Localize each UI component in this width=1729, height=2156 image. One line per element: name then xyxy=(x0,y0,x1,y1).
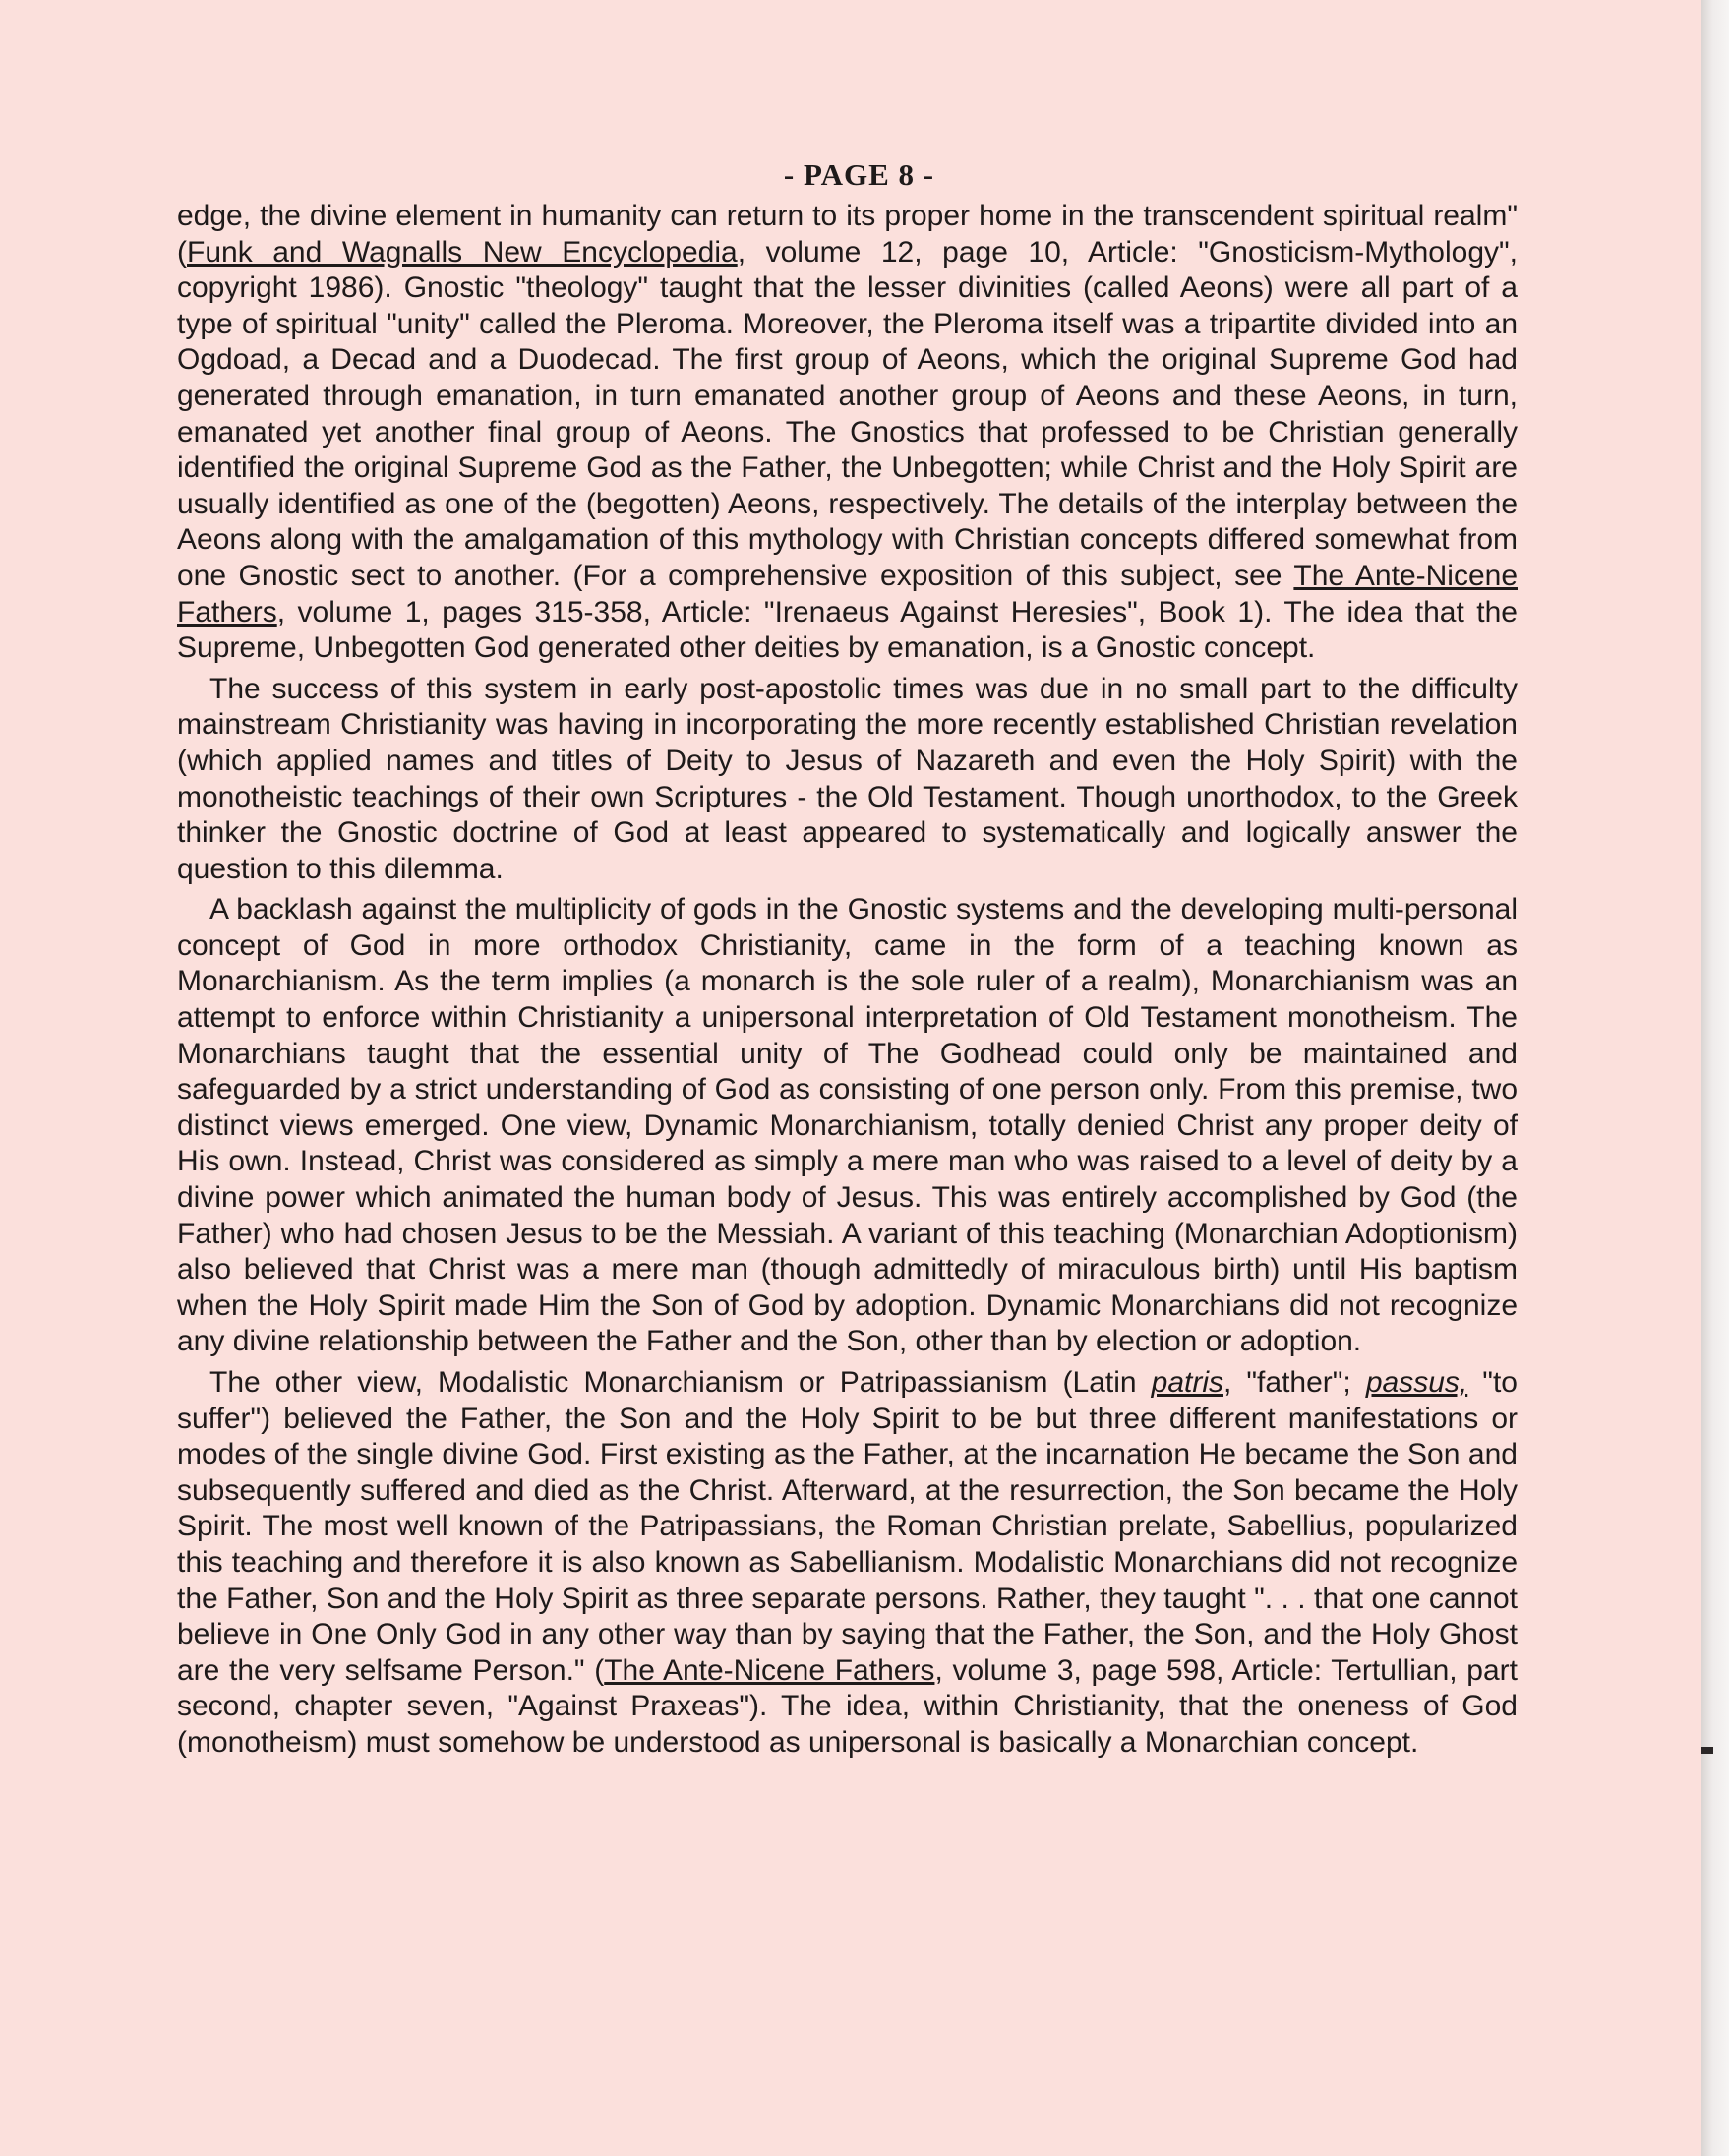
cited-title: Funk and Wagnalls New Encyclopedia xyxy=(187,235,738,269)
paragraph xyxy=(177,199,1518,667)
document-page xyxy=(177,155,1518,1762)
latin-term: patris xyxy=(1151,1366,1223,1399)
cited-title: The Ante-Nicene Fathers xyxy=(604,1653,935,1687)
text-run: The success of this system in early post-apostolic times was due in no small part to the difficulty mainstream Christianity was having in incorporating the more recently established Christian revelation (which applied names and titles of Deity to Jesus of Nazareth and even the Holy Spirit) with the monotheistic teachings of their own Scriptures - the Old Testament. Though unorthodox, to the Greek thinker the Gnostic doctrine of God at least appeared to systematically and logically answer the question to this dilemma. xyxy=(177,672,1518,885)
latin-term: passus, xyxy=(1365,1366,1468,1399)
text-run: edge, the divine element in humanity can return to its proper home in the transcendent spiritual realm" ( xyxy=(177,200,1518,269)
cited-title: The Ante-Nicene Fathers xyxy=(177,559,1518,629)
paragraph xyxy=(177,892,1518,1360)
document-body xyxy=(177,199,1518,1762)
paragraph xyxy=(177,1365,1518,1762)
text-run: , "father"; xyxy=(1223,1366,1366,1399)
text-run: The other view, Modalistic Monarchianism or Patripassianism (Latin xyxy=(209,1366,1152,1399)
text-run: , volume 12, page 10, Article: "Gnosticism-Mythology", copyright 1986). Gnostic "theology" taught that the lesser divinities (called Aeons) were all part of a type of spiritual "unity" called the Pleroma. Moreover, the Pleroma itself was a tripartite divided into an Ogdoad, a Decad and a Duodecad. The first group of Aeons, which the original Supreme God had generated through emanation, in turn emanated another group of Aeons and these Aeons, in turn, emanated yet another final group of Aeons. The Gnostics that professed to be Christian generally identified the original Supreme God as the Father, the Unbegotten; while Christ and the Holy Spirit are usually identified as one of the (begotten) Aeons, respectively. The details of the interplay between the Aeons along with the amalgamation of this mythology with Christian concepts differed somewhat from one Gnostic sect to another. (For a comprehensive exposition of this subject, see xyxy=(177,235,1518,592)
text-run: , volume 3, page 598, Article: Tertullian, part second, chapter seven, "Against Praxeas"). The idea, within Christianity, that the oneness of God (monotheism) must somehow be understood as unipersonal is basically a Monarchian concept. xyxy=(177,1653,1518,1759)
text-run: A backlash against the multiplicity of gods in the Gnostic systems and the developing multi-personal concept of God in more orthodox Christianity, came in the form of a teaching known as Monarchianism. As the term implies (a monarch is the sole ruler of a realm), Monarchianism was an attempt to enforce within Christianity a unipersonal interpretation of Old Testament monotheism. The Monarchians taught that the essential unity of The Godhead could only be maintained and safeguarded by a strict understanding of God as consisting of one person only. From this premise, two distinct views emerged. One view, Dynamic Monarchianism, totally denied Christ any proper deity of His own. Instead, Christ was considered as simply a mere man who was raised to a level of deity by a divine power which animated the human body of Jesus. This was entirely accomplished by God (the Father) who had chosen Jesus to be the Messiah. A variant of this teaching (Monarchian Adoptionism) also believed that Christ was a mere man (though admittedly of miraculous birth) until His baptism when the Holy Spirit made Him the Son of God by adoption. Dynamic Monarchians did not recognize any divine relationship between the Father and the Son, other than by election or adoption. xyxy=(177,893,1518,1358)
page-number-header: - PAGE 8 - xyxy=(783,157,935,192)
scan-edge-shadow xyxy=(1701,0,1729,2156)
paragraph xyxy=(177,672,1518,888)
text-run: , volume 1, pages 315-358, Article: "Irenaeus Against Heresies", Book 1). The idea that the Supreme, Unbegotten God generated other deities by emanation, is a Gnostic concept. xyxy=(177,595,1518,665)
scan-edge-mark xyxy=(1701,1747,1713,1754)
text-run: "to suffer") believed the Father, the Son and the Holy Spirit to be but three different manifestations or modes of the single divine God. First existing as the Father, at the incarnation He became the Son and subsequently suffered and died as the Christ. Afterward, at the resurrection, the Son became the Holy Spirit. The most well known of the Patripassians, the Roman Christian prelate, Sabellius, popularized this teaching and therefore it is also known as Sabellianism. Modalistic Monarchians did not recognize the Father, Son and the Holy Spirit as three separate persons. Rather, they taught ". . . that one cannot believe in One Only God in any other way than by saying that the Father, the Son, and the Holy Ghost are the very selfsame Person." ( xyxy=(177,1366,1518,1687)
